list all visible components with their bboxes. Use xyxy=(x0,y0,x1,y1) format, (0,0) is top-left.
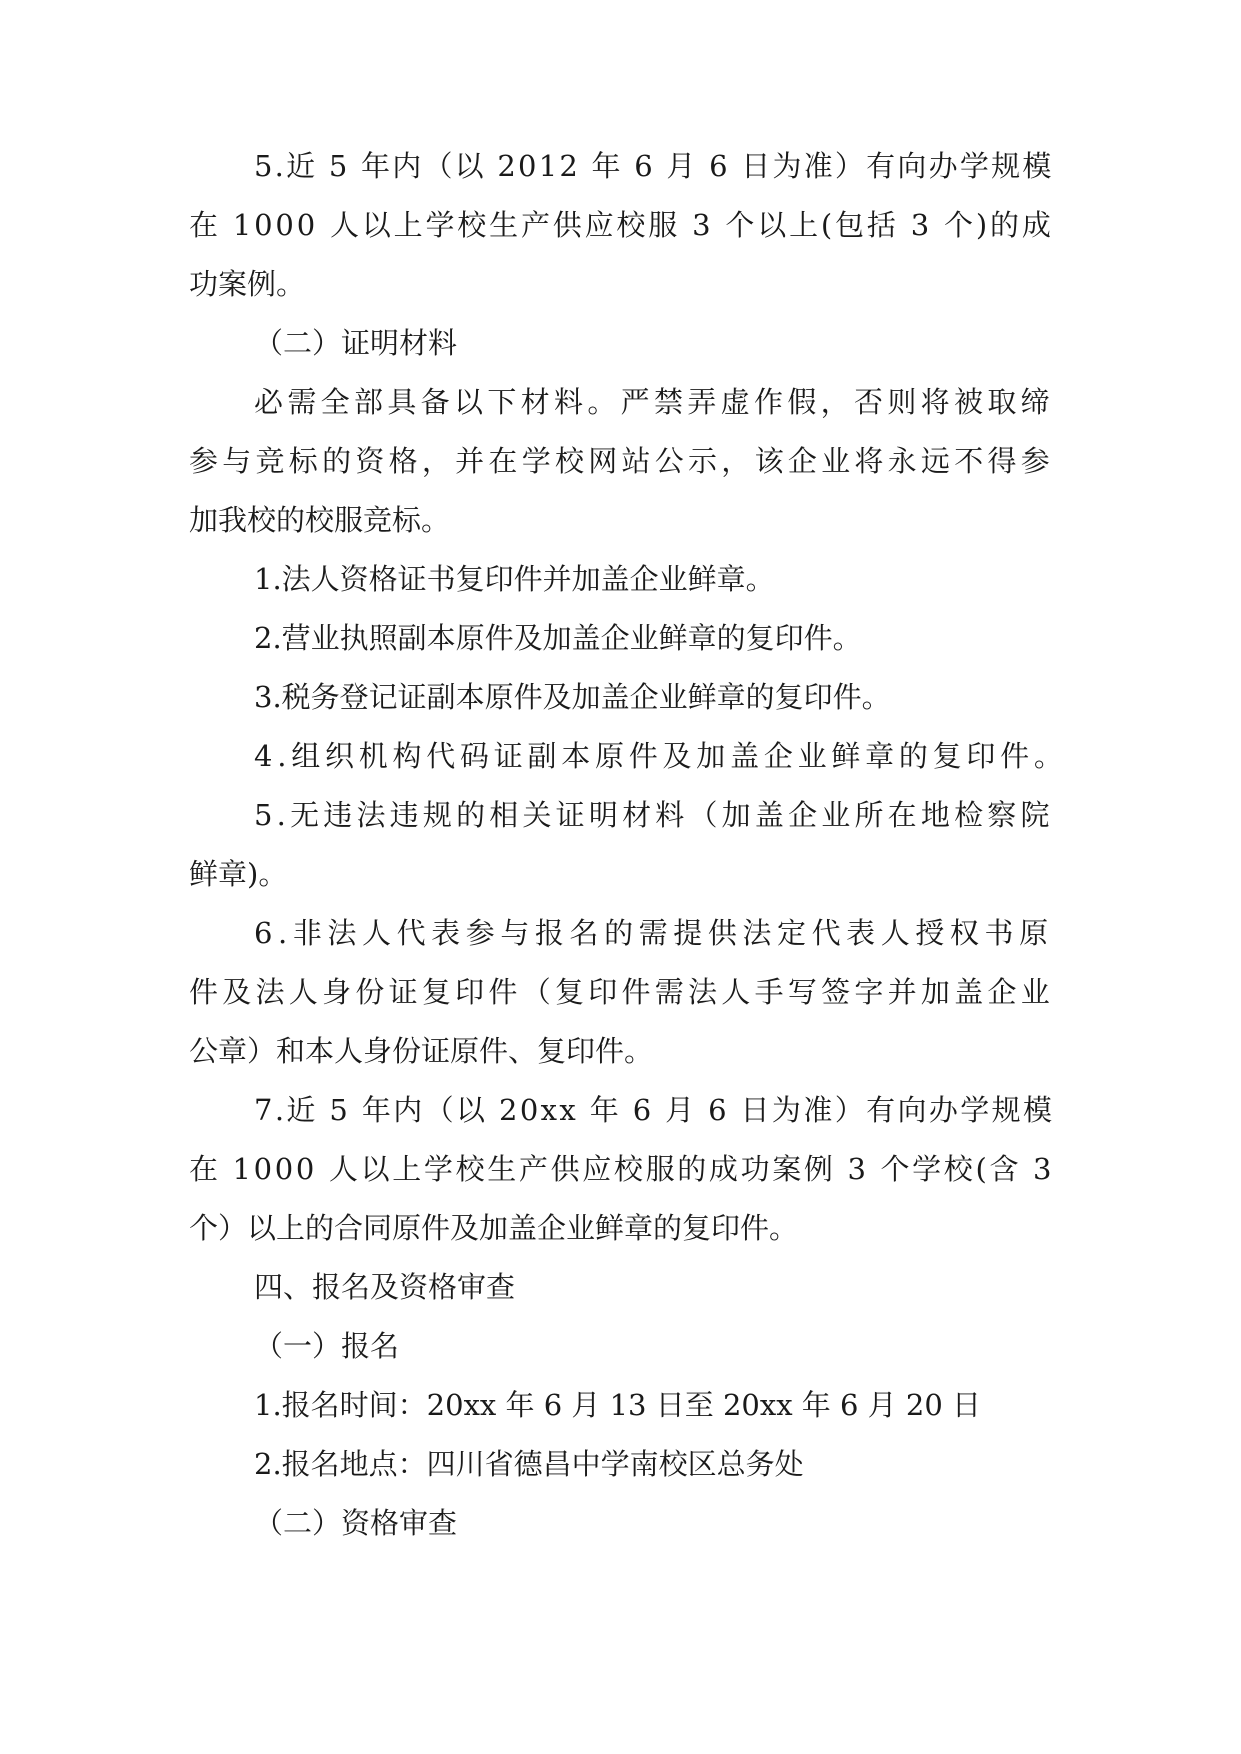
list-item-4: 4.组织机构代码证副本原件及加盖企业鲜章的复印件。 xyxy=(254,739,1068,773)
text-line-06: 参与竞标的资格，并在学校网站公示，该企业将永远不得参 xyxy=(189,444,1055,478)
text-line-01: 5.近 5 年内（以 2012 年 6 月 6 日为准）有向办学规模 xyxy=(254,149,1054,183)
subheading-qualification-review: （二）资格审查 xyxy=(254,1506,458,1540)
registration-time: 1.报名时间：20xx 年 6 月 13 日至 20xx 年 6 月 20 日 xyxy=(254,1388,981,1422)
registration-location: 2.报名地点：四川省德昌中学南校区总务处 xyxy=(254,1447,804,1481)
text-line-13: 鲜章)。 xyxy=(189,857,288,891)
text-line-19: 个）以上的合同原件及加盖企业鲜章的复印件。 xyxy=(189,1211,799,1245)
text-line-07: 加我校的校服竞标。 xyxy=(189,503,451,537)
list-item-3: 3.税务登记证副本原件及加盖企业鲜章的复印件。 xyxy=(254,680,891,714)
text-line-16: 公章）和本人身份证原件、复印件。 xyxy=(189,1034,654,1068)
text-line-05: 必需全部具备以下材料。严禁弄虚作假，否则将被取缔 xyxy=(254,385,1055,419)
text-line-02: 在 1000 人以上学校生产供应校服 3 个以上(包括 3 个)的成 xyxy=(189,208,1054,242)
text-line-15: 件及法人身份证复印件（复印件需法人手写签字并加盖企业 xyxy=(189,975,1055,1009)
list-item-6: 6.非法人代表参与报名的需提供法定代表人授权书原 xyxy=(254,916,1054,950)
text-line-18: 在 1000 人以上学校生产供应校服的成功案例 3 个学校(含 3 xyxy=(189,1152,1055,1186)
section-heading-registration: 四、报名及资格审查 xyxy=(254,1270,516,1304)
list-item-7: 7.近 5 年内（以 20xx 年 6 月 6 日为准）有向办学规模 xyxy=(254,1093,1055,1127)
text-line-03: 功案例。 xyxy=(189,267,306,301)
list-item-1: 1.法人资格证书复印件并加盖企业鲜章。 xyxy=(254,562,775,596)
list-item-2: 2.营业执照副本原件及加盖企业鲜章的复印件。 xyxy=(254,621,862,655)
section-heading-proof-materials: （二）证明材料 xyxy=(254,326,458,360)
subheading-registration: （一）报名 xyxy=(254,1329,400,1363)
list-item-5: 5.无违法违规的相关证明材料（加盖企业所在地检察院 xyxy=(254,798,1054,832)
